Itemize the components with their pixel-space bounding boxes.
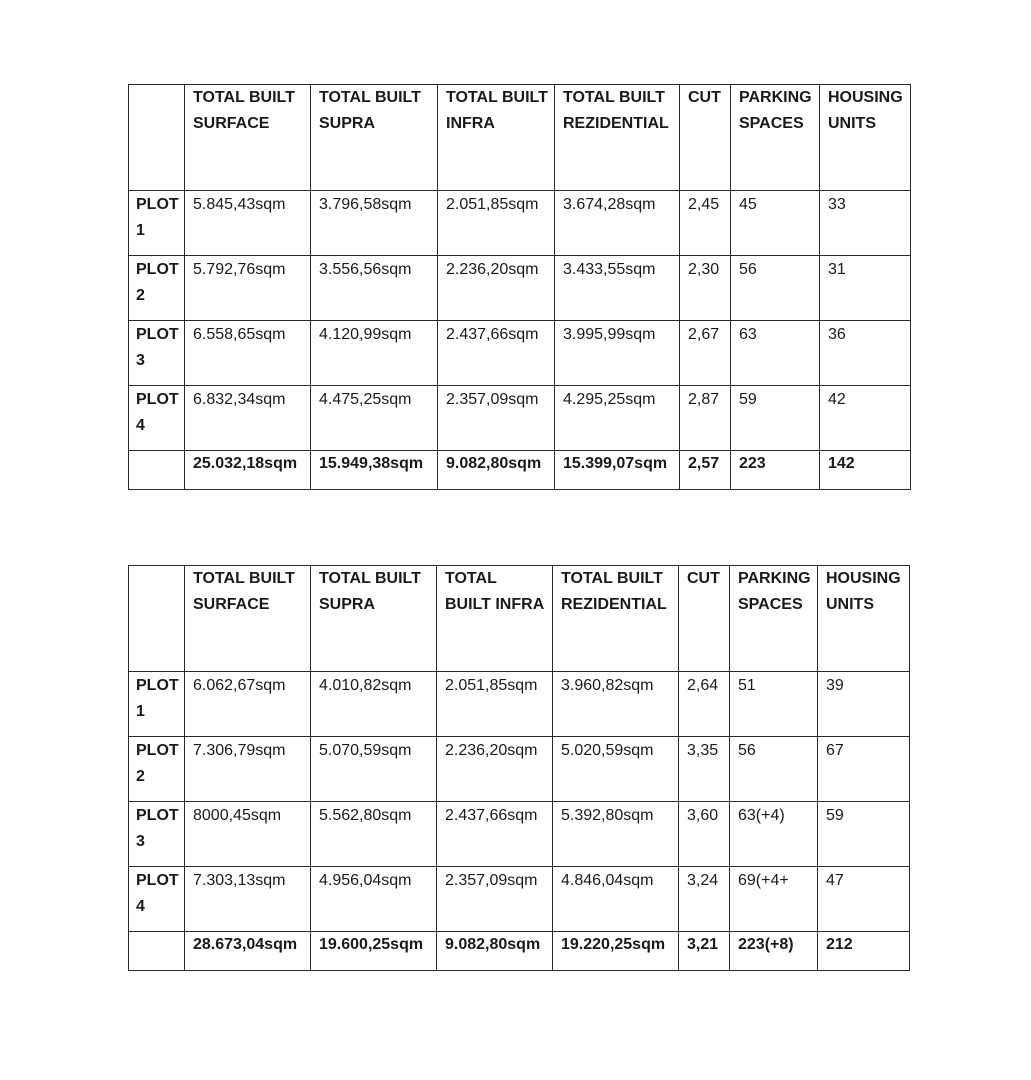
table-row <box>129 191 911 256</box>
parking-spaces-cell: 45 <box>731 191 820 256</box>
housing-units-cell: 47 <box>818 867 910 932</box>
total-built-rezidential-cell: 3.960,82sqm <box>553 672 679 737</box>
total-built-supra-cell: 5.562,80sqm <box>311 802 437 867</box>
header-cut: CUT <box>679 566 730 672</box>
total-built-infra-cell: 2.236,20sqm <box>438 256 555 321</box>
cut-cell: 3,35 <box>679 737 730 802</box>
total-built-surface-cell: 8000,45sqm <box>185 802 311 867</box>
header-total-built-surface: TOTAL BUILT SURFACE <box>185 85 311 191</box>
total-built-infra-cell: 2.051,85sqm <box>437 672 553 737</box>
plot-label: PLOT 3 <box>129 802 185 867</box>
cut-average: 2,57 <box>680 451 731 490</box>
total-built-supra-cell: 5.070,59sqm <box>311 737 437 802</box>
plot-label: PLOT 1 <box>129 191 185 256</box>
total-built-infra-cell: 2.437,66sqm <box>437 802 553 867</box>
header-housing-units: HOUSING UNITS <box>820 85 911 191</box>
total-built-infra-sum: 9.082,80sqm <box>438 451 555 490</box>
total-built-supra-cell: 3.796,58sqm <box>311 191 438 256</box>
total-built-surface-cell: 6.832,34sqm <box>185 386 311 451</box>
total-built-surface-cell: 7.306,79sqm <box>185 737 311 802</box>
total-built-supra-sum: 15.949,38sqm <box>311 451 438 490</box>
housing-units-cell: 33 <box>820 191 911 256</box>
total-built-supra-sum: 19.600,25sqm <box>311 932 437 971</box>
header-housing-units: HOUSING UNITS <box>818 566 910 672</box>
totals-label-blank <box>129 451 185 490</box>
header-parking-spaces: PARKING SPACES <box>731 85 820 191</box>
table-row <box>129 321 911 386</box>
header-parking-spaces: PARKING SPACES <box>730 566 818 672</box>
plot-label: PLOT 4 <box>129 867 185 932</box>
total-built-supra-cell: 4.956,04sqm <box>311 867 437 932</box>
plot-label: PLOT 2 <box>129 737 185 802</box>
header-total-built-supra: TOTAL BUILT SUPRA <box>311 566 437 672</box>
total-built-surface-cell: 6.062,67sqm <box>185 672 311 737</box>
plot-label: PLOT 1 <box>129 672 185 737</box>
total-built-rezidential-cell: 5.392,80sqm <box>553 802 679 867</box>
housing-units-cell: 42 <box>820 386 911 451</box>
header-total-built-rezidential: TOTAL BUILT REZIDENTIAL <box>553 566 679 672</box>
total-built-supra-cell: 4.010,82sqm <box>311 672 437 737</box>
total-built-infra-sum: 9.082,80sqm <box>437 932 553 971</box>
table-row <box>129 737 910 802</box>
total-built-surface-sum: 28.673,04sqm <box>185 932 311 971</box>
housing-units-sum: 142 <box>820 451 911 490</box>
total-built-surface-sum: 25.032,18sqm <box>185 451 311 490</box>
housing-units-cell: 59 <box>818 802 910 867</box>
table-row <box>129 867 910 932</box>
total-built-supra-cell: 4.120,99sqm <box>311 321 438 386</box>
parking-spaces-cell: 56 <box>731 256 820 321</box>
header-row <box>129 85 911 191</box>
totals-label-blank <box>129 932 185 971</box>
totals-row <box>129 451 911 490</box>
total-built-infra-cell: 2.051,85sqm <box>438 191 555 256</box>
parking-spaces-cell: 63 <box>731 321 820 386</box>
total-built-infra-cell: 2.357,09sqm <box>437 867 553 932</box>
plot-label: PLOT 3 <box>129 321 185 386</box>
header-total-built-infra: TOTAL BUILT INFRA <box>437 566 553 672</box>
header-total-built-infra: TOTAL BUILT INFRA <box>438 85 555 191</box>
cut-cell: 2,67 <box>680 321 731 386</box>
total-built-rezidential-cell: 5.020,59sqm <box>553 737 679 802</box>
total-built-supra-cell: 3.556,56sqm <box>311 256 438 321</box>
header-cell-blank <box>129 85 185 191</box>
total-built-surface-cell: 7.303,13sqm <box>185 867 311 932</box>
housing-units-cell: 39 <box>818 672 910 737</box>
total-built-surface-cell: 6.558,65sqm <box>185 321 311 386</box>
cut-cell: 3,60 <box>679 802 730 867</box>
housing-units-sum: 212 <box>818 932 910 971</box>
header-total-built-rezidential: TOTAL BUILT REZIDENTIAL <box>555 85 680 191</box>
plot-label: PLOT 2 <box>129 256 185 321</box>
parking-spaces-sum: 223(+8) <box>730 932 818 971</box>
total-built-rezidential-cell: 4.846,04sqm <box>553 867 679 932</box>
cut-cell: 3,24 <box>679 867 730 932</box>
parking-spaces-cell: 51 <box>730 672 818 737</box>
table-row <box>129 802 910 867</box>
total-built-infra-cell: 2.437,66sqm <box>438 321 555 386</box>
parking-spaces-cell: 69(+4+ <box>730 867 818 932</box>
total-built-infra-cell: 2.236,20sqm <box>437 737 553 802</box>
cut-cell: 2,64 <box>679 672 730 737</box>
table-row <box>129 256 911 321</box>
total-built-rezidential-cell: 3.674,28sqm <box>555 191 680 256</box>
table-row <box>129 672 910 737</box>
total-built-rezidential-sum: 15.399,07sqm <box>555 451 680 490</box>
total-built-rezidential-cell: 3.433,55sqm <box>555 256 680 321</box>
cut-cell: 2,45 <box>680 191 731 256</box>
total-built-rezidential-cell: 4.295,25sqm <box>555 386 680 451</box>
total-built-supra-cell: 4.475,25sqm <box>311 386 438 451</box>
housing-units-cell: 31 <box>820 256 911 321</box>
plot-summary-table-2 <box>128 565 910 971</box>
plot-label: PLOT 4 <box>129 386 185 451</box>
parking-spaces-cell: 63(+4) <box>730 802 818 867</box>
parking-spaces-cell: 59 <box>731 386 820 451</box>
header-total-built-supra: TOTAL BUILT SUPRA <box>311 85 438 191</box>
cut-cell: 2,30 <box>680 256 731 321</box>
total-built-infra-cell: 2.357,09sqm <box>438 386 555 451</box>
plot-summary-table-1 <box>128 84 911 490</box>
header-total-built-surface: TOTAL BUILT SURFACE <box>185 566 311 672</box>
header-cell-blank <box>129 566 185 672</box>
header-cut: CUT <box>680 85 731 191</box>
total-built-rezidential-cell: 3.995,99sqm <box>555 321 680 386</box>
cut-average: 3,21 <box>679 932 730 971</box>
total-built-rezidential-sum: 19.220,25sqm <box>553 932 679 971</box>
total-built-surface-cell: 5.845,43sqm <box>185 191 311 256</box>
header-row <box>129 566 910 672</box>
parking-spaces-sum: 223 <box>731 451 820 490</box>
parking-spaces-cell: 56 <box>730 737 818 802</box>
housing-units-cell: 36 <box>820 321 911 386</box>
table-row <box>129 386 911 451</box>
cut-cell: 2,87 <box>680 386 731 451</box>
total-built-surface-cell: 5.792,76sqm <box>185 256 311 321</box>
housing-units-cell: 67 <box>818 737 910 802</box>
totals-row <box>129 932 910 971</box>
